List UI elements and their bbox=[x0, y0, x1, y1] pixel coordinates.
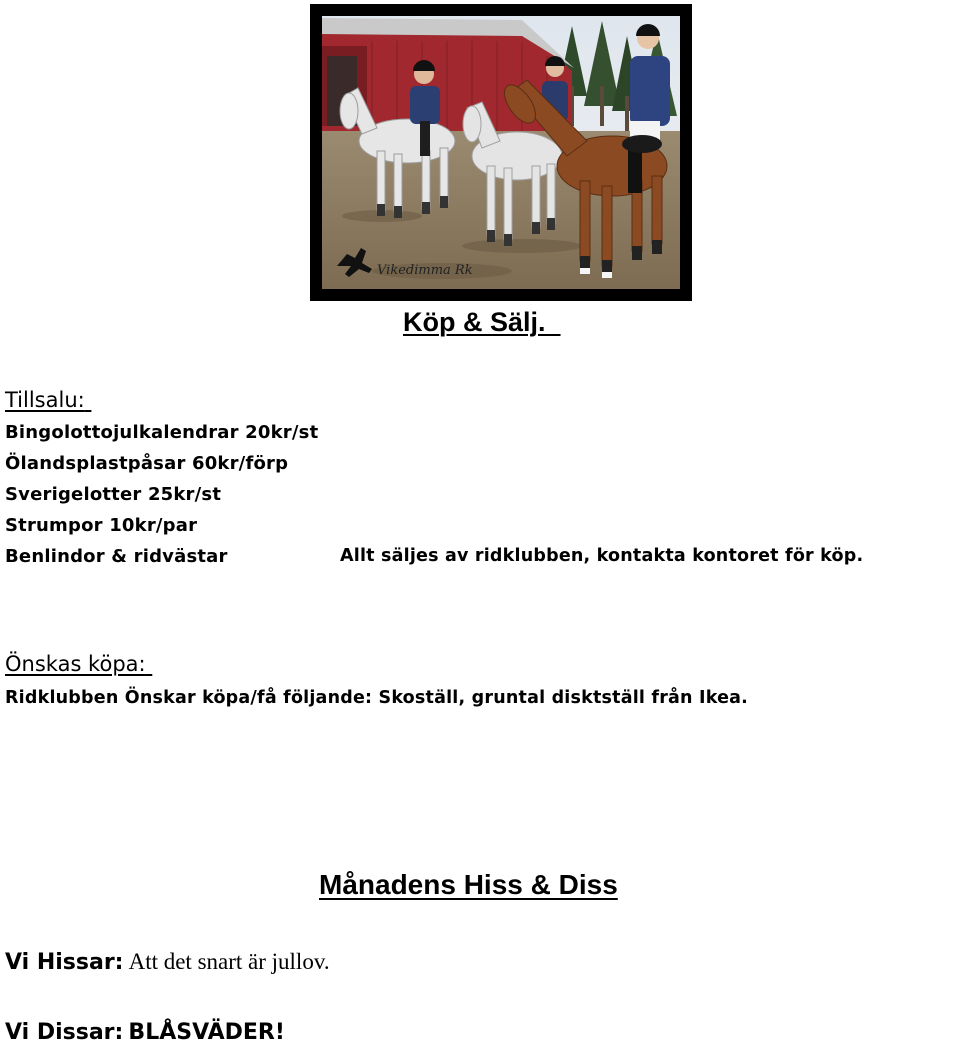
hiss-text: Att det snart är jullov. bbox=[128, 949, 330, 974]
hiss-label: Vi Hissar: bbox=[5, 950, 124, 975]
page-title: Köp & Sälj. bbox=[403, 307, 546, 337]
wanted-heading: Önskas köpa: bbox=[5, 652, 146, 676]
sale-item: Bingolottojulkalendrar 20kr/st bbox=[5, 422, 319, 443]
photo-image bbox=[322, 16, 680, 289]
diss-text: BLÅSVÄDER! bbox=[128, 1020, 285, 1045]
diss-label: Vi Dissar: bbox=[5, 1020, 124, 1045]
sale-item: Ölandsplastpåsar 60kr/förp bbox=[5, 453, 289, 474]
hiss-row bbox=[5, 949, 330, 975]
diss-row bbox=[5, 1020, 285, 1045]
sale-note: Allt säljes av ridklubben, kontakta kontoret för köp. bbox=[340, 546, 864, 566]
horse-riders-photo bbox=[310, 4, 692, 301]
hiss-diss-heading: Månadens Hiss & Diss bbox=[319, 869, 618, 900]
sale-item: Sverigelotter 25kr/st bbox=[5, 484, 222, 505]
wanted-text: Ridklubben Önskar köpa/få följande: Skoställ, gruntal disktställ från Ikea. bbox=[5, 688, 749, 708]
photo-watermark: Vikedimma Rk bbox=[377, 263, 473, 278]
sale-item: Benlindor & ridvästar bbox=[5, 546, 228, 567]
for-sale-heading: Tillsalu: bbox=[5, 388, 85, 412]
sale-item: Strumpor 10kr/par bbox=[5, 515, 198, 536]
